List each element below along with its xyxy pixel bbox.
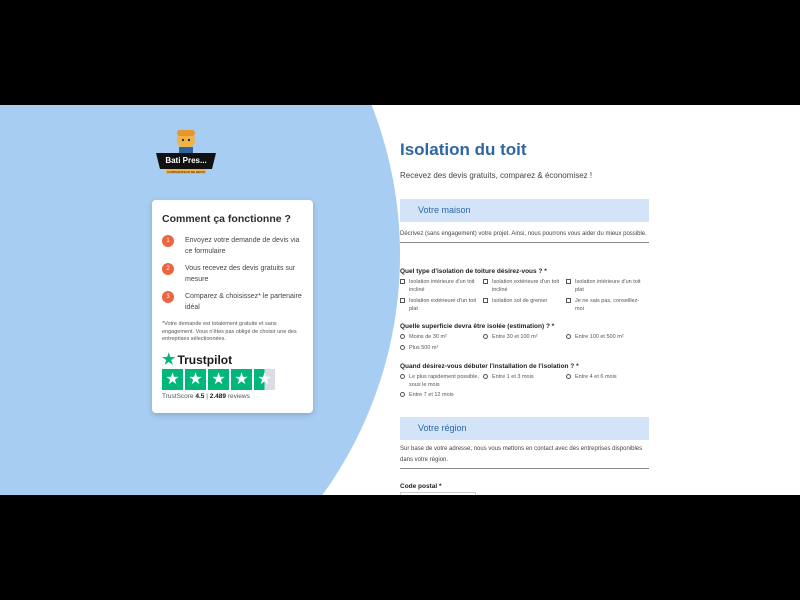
radio-option[interactable] bbox=[400, 391, 482, 399]
checkbox[interactable] bbox=[566, 279, 571, 284]
option-label: Entre 7 et 12 mois bbox=[409, 392, 454, 398]
checkbox-option[interactable] bbox=[483, 278, 565, 294]
option-label: Moins de 30 m² bbox=[409, 334, 447, 340]
trustpilot-widget[interactable] bbox=[162, 353, 303, 400]
question-label: Quand désirez-vous débuter l'installation de l'isolation ? * bbox=[400, 363, 579, 370]
trustpilot-name: Trustpilot bbox=[177, 352, 233, 367]
star-icon: ★ bbox=[208, 369, 229, 390]
section-description: Décrivez (sans engagement) votre projet. Ainsi, nous pourrons vous aider du mieux possible. bbox=[400, 229, 649, 243]
section-header-region: Votre région bbox=[400, 417, 649, 440]
svg-text:Bati Pres...: Bati Pres... bbox=[165, 156, 207, 165]
question-label: Quelle superficie devra être isolée (estimation) ? * bbox=[400, 323, 555, 330]
trustscore-label: TrustScore bbox=[162, 392, 194, 400]
step-number: 2 bbox=[162, 263, 174, 275]
option-label: Entre 30 et 100 m² bbox=[492, 334, 538, 340]
page bbox=[0, 105, 800, 495]
radio[interactable] bbox=[400, 345, 405, 350]
radio-option[interactable] bbox=[400, 344, 482, 352]
step-item bbox=[162, 263, 303, 285]
option-label: Isolation intérieure d'un toit incliné bbox=[409, 279, 475, 293]
trustscore-line: TrustScore 4.5 | 2.489 reviews bbox=[162, 392, 250, 400]
option-label: Plus 500 m² bbox=[409, 345, 439, 351]
postal-code-label: Code postal * bbox=[400, 483, 442, 490]
option-label: Entre 1 et 3 mois bbox=[492, 374, 534, 380]
option-label: Je ne sais pas, conseillez-moi bbox=[575, 298, 640, 312]
radio[interactable] bbox=[566, 374, 571, 379]
quote-form bbox=[400, 105, 652, 495]
star-icon: ★ bbox=[231, 369, 252, 390]
radio-option[interactable] bbox=[566, 373, 648, 381]
option-label: Isolation intérieure d'un toit plat bbox=[575, 279, 641, 293]
step-number: 1 bbox=[162, 235, 174, 247]
half-star-icon: ★ bbox=[254, 369, 275, 390]
trustpilot-logo bbox=[162, 353, 303, 367]
option-label: Le plus rapidement possible, sous le mois bbox=[409, 374, 480, 388]
brand-logo[interactable] bbox=[152, 127, 220, 177]
card-note: *Votre demande est totalement gratuite et sans engagement. Vous n'êtes pas obligé de choisir une des entreprises sélectionnées. bbox=[162, 321, 297, 342]
option-label: Entre 100 et 500 m² bbox=[575, 334, 624, 340]
step-number: 3 bbox=[162, 291, 174, 303]
radio[interactable] bbox=[400, 334, 405, 339]
section-header-maison: Votre maison bbox=[400, 199, 649, 222]
option-label: Isolation sol de grenier bbox=[492, 298, 548, 304]
step-item bbox=[162, 291, 303, 313]
star-icon: ★ bbox=[162, 369, 183, 390]
section-description: Sur base de votre adresse, nous vous mettons en contact avec des entreprises disponibles dans votre région. bbox=[400, 444, 649, 469]
reviews-label: reviews bbox=[227, 392, 250, 400]
radio-option[interactable] bbox=[400, 373, 482, 389]
option-label: Entre 4 et 6 mois bbox=[575, 374, 617, 380]
step-text: Envoyez votre demande de devis via ce formulaire bbox=[185, 237, 300, 255]
question-label: Quel type d'isolation de toiture désirez-vous ? * bbox=[400, 268, 547, 275]
radio-option[interactable] bbox=[400, 333, 482, 341]
step-item bbox=[162, 235, 303, 257]
card-title: Comment ça fonctionne ? bbox=[162, 213, 291, 225]
option-label: Isolation extérieure d'un toit plat bbox=[409, 298, 477, 312]
postal-code-input[interactable] bbox=[400, 492, 476, 495]
radio[interactable] bbox=[483, 374, 488, 379]
radio-option[interactable] bbox=[566, 333, 648, 341]
checkbox-option[interactable] bbox=[400, 278, 482, 294]
checkbox-option[interactable] bbox=[483, 297, 565, 305]
checkbox[interactable] bbox=[483, 298, 488, 303]
trustpilot-stars bbox=[162, 369, 303, 390]
step-text: Comparez & choisissez* le partenaire idéal bbox=[185, 293, 302, 311]
checkbox[interactable] bbox=[566, 298, 571, 303]
page-title: Isolation du toit bbox=[400, 140, 527, 159]
review-count: 2.489 bbox=[209, 392, 226, 400]
checkbox-option[interactable] bbox=[566, 278, 648, 294]
checkbox[interactable] bbox=[483, 279, 488, 284]
checkbox[interactable] bbox=[400, 298, 405, 303]
radio[interactable] bbox=[400, 392, 405, 397]
star-icon: ★ bbox=[185, 369, 206, 390]
svg-text:COMPARATEUR DE DEVIS: COMPARATEUR DE DEVIS bbox=[167, 170, 205, 174]
trustscore-value: 4.5 bbox=[195, 392, 205, 400]
radio-option[interactable] bbox=[483, 373, 565, 381]
radio-option[interactable] bbox=[483, 333, 565, 341]
checkbox[interactable] bbox=[400, 279, 405, 284]
trustpilot-star-icon: ★ bbox=[162, 351, 176, 368]
option-label: Isolation extérieure d'un toit incliné bbox=[492, 279, 560, 293]
radio[interactable] bbox=[400, 374, 405, 379]
checkbox-option[interactable] bbox=[400, 297, 482, 313]
how-it-works-card bbox=[152, 200, 313, 413]
radio[interactable] bbox=[483, 334, 488, 339]
checkbox-option[interactable] bbox=[566, 297, 648, 313]
page-subtitle: Recevez des devis gratuits, comparez & économisez ! bbox=[400, 171, 593, 180]
step-text: Vous recevez des devis gratuits sur mesure bbox=[185, 265, 296, 283]
radio[interactable] bbox=[566, 334, 571, 339]
